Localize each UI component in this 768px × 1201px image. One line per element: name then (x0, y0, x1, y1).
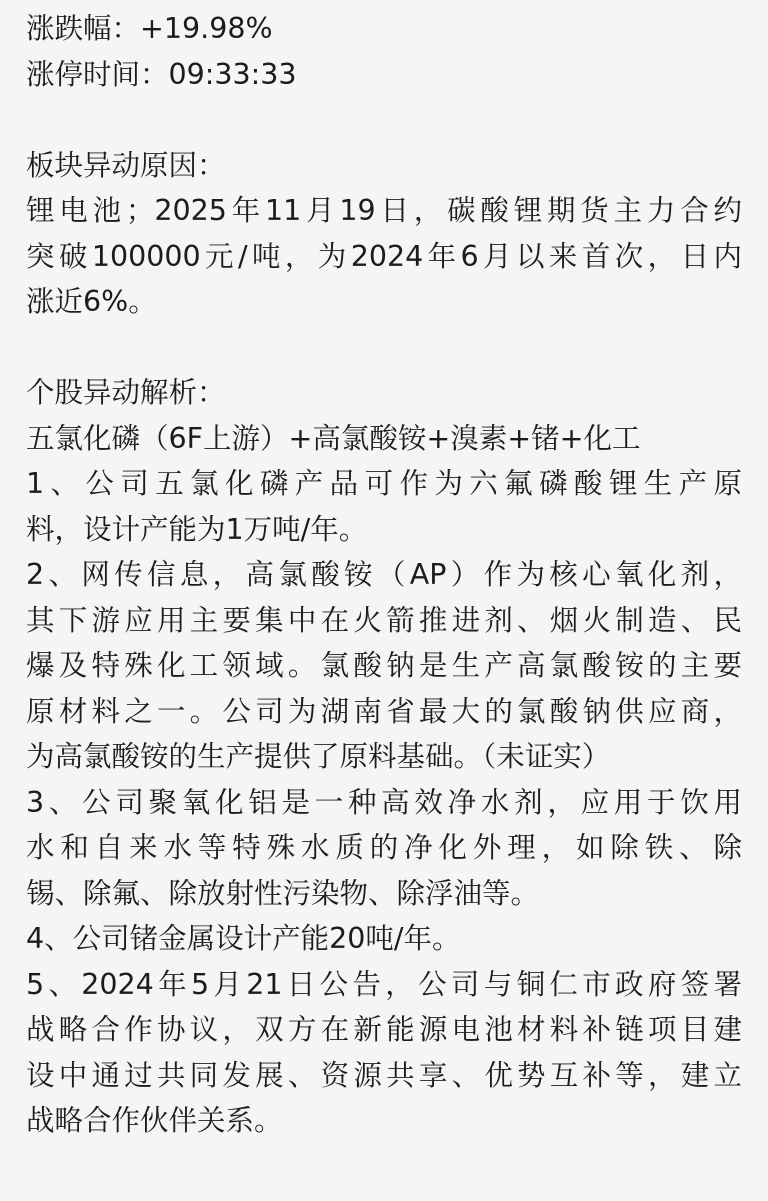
spacer (26, 325, 742, 371)
point-text-line: 锡、除氟、除放射性污染物、除浮油等。 (26, 876, 540, 910)
point-text-line: 2、网传信息，高氯酸铵（AP）作为核心氧化剂， (26, 558, 742, 591)
point-text-line: 5、2024年5月21日公告，公司与铜仁市政府签署 (26, 967, 742, 1001)
analysis-point-3 (26, 780, 742, 917)
point-text-line: 4、公司锗金属设计产能20吨/年。 (26, 922, 461, 955)
change-percent-line: 涨跌幅：+19.98% (26, 12, 273, 45)
analysis-point-4 (26, 916, 742, 962)
sector-reason (26, 143, 742, 325)
point-text-line: 设中通过共同发展、资源共享、优势互补等，建立 (26, 1058, 742, 1092)
stock-analysis (26, 370, 742, 1144)
sector-heading: 板块异动原因： (26, 148, 226, 182)
sector-text-line: 锂电池；2025年11月19日，碳酸锂期货主力合约 (26, 194, 742, 227)
spacer (26, 97, 742, 143)
stock-heading: 个股异动解析： (26, 376, 226, 409)
analysis-point-1 (26, 461, 742, 552)
point-text-line: 水和自来水等特殊水质的净化外理，如除铁、除 (26, 831, 742, 864)
point-text-line: 料，设计产能为1万吨/年。 (26, 512, 368, 546)
point-text-line: 战略合作协议，双方在新能源电池材料补链项目建 (26, 1013, 742, 1046)
point-text-line: 原材料之一。公司为湖南省最大的氯酸钠供应商， (26, 694, 742, 728)
point-text-line: 3、公司聚氧化铝是一种高效净水剂，应用于饮用 (26, 785, 742, 819)
sector-text-line: 涨近6%。 (26, 285, 157, 318)
point-text-line: 爆及特殊化工领域。氯酸钠是生产高氯酸铵的主要 (26, 649, 742, 682)
point-text-line: 战略合作伙伴关系。 (26, 1104, 283, 1137)
analysis-point-2 (26, 552, 742, 780)
price-info (26, 6, 742, 97)
point-text-line: 其下游应用主要集中在火箭推进剂、烟火制造、民 (26, 603, 742, 637)
limit-up-time-line: 涨停时间：09:33:33 (26, 57, 297, 91)
sector-text-line: 突破100000元/吨，为2024年6月以来首次，日内 (26, 239, 742, 273)
point-text-line: 为高氯酸铵的生产提供了原料基础。（未证实） (26, 740, 611, 773)
stock-tags-line: 五氯化磷（6F上游）+高氯酸铵+溴素+锗+化工 (26, 421, 641, 455)
analysis-point-5 (26, 962, 742, 1144)
point-text-line: 1、公司五氯化磷产品可作为六氟磷酸锂生产原 (26, 467, 742, 500)
